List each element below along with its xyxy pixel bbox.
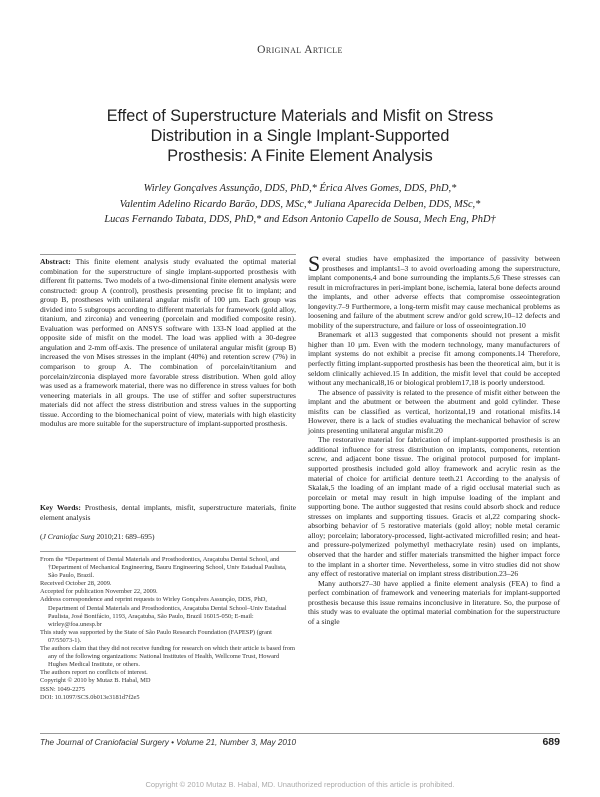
author-line: Wirley Gonçalves Assunção, DDS, PhD,* Érica Alves Gomes, DDS, PhD,*	[143, 183, 457, 194]
body-paragraph: Branemark et al13 suggested that components should not present a misfit higher than 10 µm. Even with the modern technology, many manufacturers of implant systems do not exhibit a precise fit among components.14 Therefore, perfectly fitting implant-supported prosthesis has been the theoretical aim, but it is seldom clinically achieved.15 In addition, the misfit level that could be accepted without any mechanical8,16 or biological problem17,18 is poorly understood.	[308, 330, 560, 388]
keywords-block	[40, 503, 296, 522]
body-paragraph: Many authors27–30 have applied a finite element analysis (FEA) to find a perfect combination of framework and veneering materials for implant-supported prosthesis because this issue remains inconclusive in literature. So, the purpose of this study was to evaluate the optimal material combination for the superstructure of a single	[308, 578, 560, 626]
footer-rule	[40, 733, 560, 734]
footnote: ISSN: 1049-2275	[40, 685, 85, 693]
citation-rest: 2010;21: 689–695)	[94, 532, 155, 541]
footnote: Accepted for publication November 22, 2009.	[40, 588, 158, 596]
footnote: This study was supported by the State of São Paulo Research Foundation (FAPESP) (grant 07/55073-1).	[40, 628, 272, 644]
footnote: Address correspondence and reprint requests to Wirley Gonçalves Assunção, DDS, PhD, Department of Dental Materials and Prosthodontics, Araçatuba Dental School–Univ Estadual Paulista, José Bonifácio, 1193, Araçatuba, São Paulo, Brazil 16015-050; E-mail: wirley@foa.unesp.br	[40, 596, 287, 628]
drop-cap: S	[308, 251, 321, 276]
citation-journal: J Craniofac Surg	[42, 532, 95, 541]
article-title	[40, 106, 560, 166]
body-paragraph: everal studies have emphasized the importance of passivity between prostheses and implants1–3 to avoid overloading among the superstructure, implant components,4 and bone surrounding the implants.5,6 These stresses can result in microfractures in peri-implant bone, ischemia, lateral bone defects around the implants, and other adverse effects that compromise osseointegration longevity.7–9 Furthermore, a long-term misfit may cause mechanical problems as loosening and failure of the abutment screw and/or gold screw,10–12 defects and mobility of the superstructure, and failure or loss of osseointegration.10	[308, 254, 560, 330]
footnote: The authors report no conflicts of interest.	[40, 669, 148, 677]
footnote: Copyright © 2010 by Mutaz B. Habal, MD	[40, 677, 151, 685]
title-line: Prosthesis: A Finite Element Analysis	[167, 147, 433, 165]
abstract-block	[40, 257, 296, 429]
body-paragraph: The absence of passivity is related to the presence of misfit either between the implant and the abutment or between the abutment and gold cylinder. These misfits can be classified as vertical, horizontal,19 and rotational misfits.14 However, there is a lack of studies evaluating the mechanical behavior of screw joints presenting unilateral angular misfit.20	[308, 387, 560, 435]
abstract-label: Abstract:	[40, 257, 71, 266]
section-label: Original Article	[257, 44, 343, 56]
footnote: From the *Department of Dental Materials and Prosthodontics, Araçatuba Dental School, and †Department of Mechanical Engineering, Bauru Engineering School, Univ Estadual Paulista, São Paulo, Brazil.	[40, 556, 287, 580]
copyright-notice: Copyright © 2010 Mutaz B. Habal, MD. Unauthorized reproduction of this article is prohibited.	[145, 780, 455, 789]
keywords-label: Key Words:	[40, 503, 81, 512]
citation-line	[40, 532, 296, 541]
footnote: DOI: 10.1097/SCS.0b013e3181d7f2e5	[40, 693, 140, 701]
page-number: 689	[542, 736, 560, 748]
abstract-top-rule	[40, 254, 296, 255]
body-paragraph: The restorative material for fabrication of implant-supported prosthesis is an additional influence for stress distribution on implants, components, retention screw, and adjacent bone tissue. The original protocol purposed for implant-supported prosthesis included gold alloy framework and acrylic resin as the material of choice for artificial denture teeth.21 According to the analysis of Skalak,5 the loading of an implant made of a rigid occlusal material such as porcelain or metal may result in high impulse loading of the implant and supporting bone. The author suggested that resins could absorb shock and reduce stresses on implants and supporting tissues. Gracis et al,22 comparing shock-absorbing behavior of 5 restorative materials (gold alloy; noble metal ceramic alloy; porcelain; laboratory-processed, light-activated microfilled resin; and heat- and pressure-polymerized polymethyl methacrylate resin) used on implants, observed that the harder and stiffer materials transmitted the higher impact force to the implant in a shorter time. Nevertheless, some in vitro studies did not show any effect of restorative material on implant stress distribution.23–26	[308, 435, 560, 579]
body-text	[308, 251, 560, 626]
footnotes	[40, 556, 296, 702]
author-list	[40, 181, 560, 228]
abstract-bottom-rule	[40, 551, 296, 552]
footnote: Received October 28, 2009.	[40, 580, 112, 588]
author-line: Lucas Fernando Tabata, DDS, PhD,* and Edson Antonio Capello de Sousa, Mech Eng, PhD†	[104, 214, 496, 225]
title-line: Effect of Superstructure Materials and Misfit on Stress	[106, 107, 494, 125]
title-line: Distribution in a Single Implant-Supported	[150, 127, 450, 145]
footnote: The authors claim that they did not receive funding for research on which their article is based from any of the following organizations: National Institutes of Health, Wellcome Trust, Howard Hughes Medical Institute, or others.	[40, 645, 296, 669]
journal-footer: The Journal of Craniofacial Surgery • Volume 21, Number 3, May 2010	[40, 738, 297, 747]
abstract-text: This finite element analysis study evaluated the optimal material combination for the superstructure of single implant-supported prosthesis with different fit patterns. Two models of a two-dimensional finite element analysis were constructed: group A (control), prosthesis presenting precise fit to implant; and group B, prostheses with unilateral angular misfit of 100 µm. Each group was divided into 5 subgroups according to different materials for framework (gold alloy, titanium, and zirconia) and veneering (porcelain and modified composite resin). Evaluation was performed on ANSYS software with 133-N load applied at the opposite side of misfit on the model. The load was applied with a 30-degree angulation and 2-mm off-axis. The presence of unilateral angular misfit (group B) increased the von Mises stresses in the implant (40%) and retention screw (7%) in comparison to group A. The combination of porcelain/titanium and porcelain/zirconia displayed more favorable stress distribution. When gold alloy was used as a framework material, there was no difference in stress values for both veneering materials in all groups. The use of stiffer and softer superstructures materials did not affect the stress distribution and stress values in the supporting tissue. According to the biomechanical point of view, materials with high elasticity modulus are more suitable for the superstructure of implant-supported prosthesis.	[40, 257, 296, 429]
citation-open: (	[40, 532, 43, 541]
keywords-text: Prosthesis, dental implants, misfit, superstructure materials, finite element analysis	[40, 503, 296, 522]
author-line: Valentim Adelino Ricardo Barão, DDS, MSc,* Juliana Aparecida Delben, DDS, MSc,*	[119, 198, 481, 210]
